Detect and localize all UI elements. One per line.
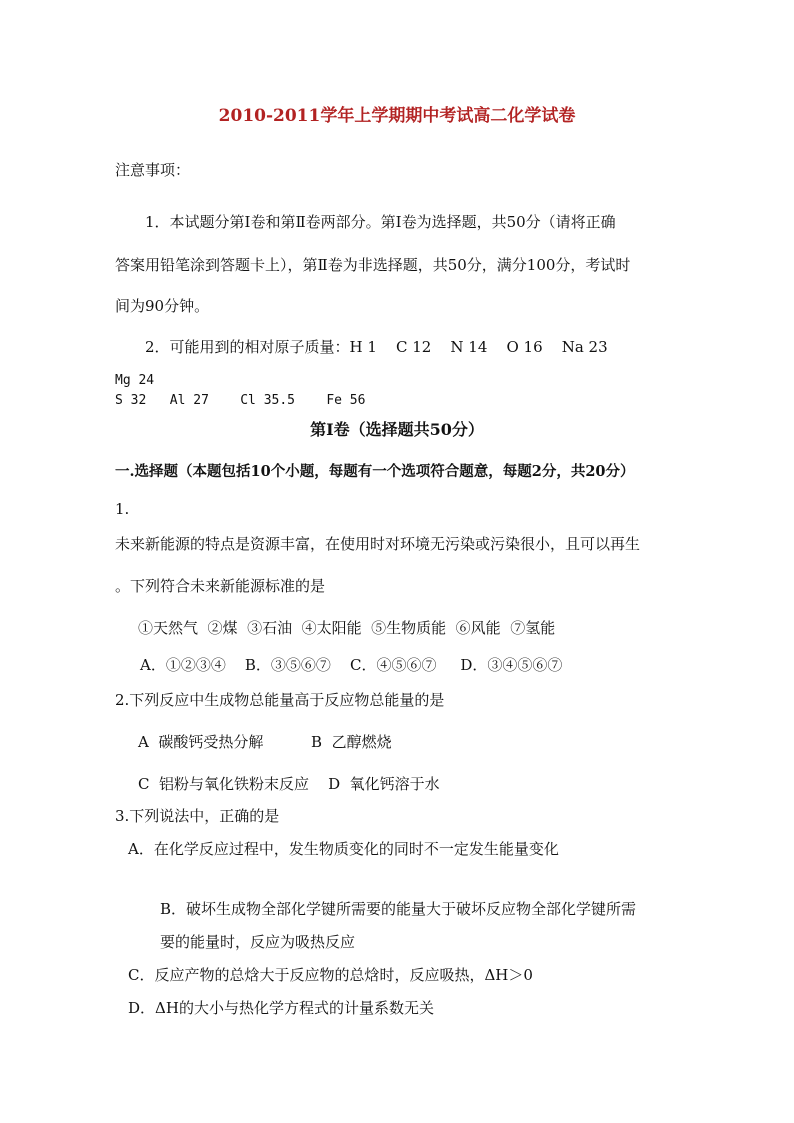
- q2-options-ab: A 碳酸钙受热分解 B 乙醇燃烧: [138, 733, 392, 751]
- q1-stem-line-1: 未来新能源的特点是资源丰富，在使用时对环境无污染或污染很小，且可以再生: [115, 535, 641, 553]
- q1-options: A．①②③④ B．③⑤⑥⑦ C．④⑤⑥⑦ D．③④⑤⑥⑦: [140, 656, 563, 674]
- q1-stem-line-2: 。下列符合未来新能源标准的是: [115, 577, 326, 595]
- note-1-line-2: 答案用铅笔涂到答题卡上），第Ⅱ卷为非选择题，共50分，满分100分，考试时: [115, 256, 631, 274]
- q3-option-a: A．在化学反应过程中，发生物质变化的同时不一定发生能量变化: [128, 840, 559, 858]
- q2-options-cd: C 铝粉与氧化铁粉末反应 D 氧化钙溶于水: [138, 775, 440, 793]
- q3-stem: 3.下列说法中，正确的是: [115, 807, 280, 825]
- part-1-heading: 一.选择题（本题包括10个小题，每题有一个选项符合题意，每题2分，共20分）: [115, 463, 635, 480]
- note-2-line-2: Mg 24: [115, 373, 155, 388]
- q1-items: ①天然气 ②煤 ③石油 ④太阳能 ⑤生物质能 ⑥风能 ⑦氢能: [138, 619, 556, 637]
- q3-option-b-line-1: B．破坏生成物全部化学键所需要的能量大于破坏反应物全部化学键所需: [160, 900, 637, 918]
- note-1-line-3: 间为90分钟。: [115, 297, 210, 315]
- section-1-title: 第Ⅰ卷（选择题共50分）: [310, 420, 484, 439]
- note-1-line-1: 1．本试题分第Ⅰ卷和第Ⅱ卷两部分。第Ⅰ卷为选择题，共50分（请将正确: [145, 213, 616, 231]
- notice-heading: 注意事项：: [115, 161, 191, 179]
- q3-option-b-line-2: 要的能量时，反应为吸热反应: [160, 933, 356, 951]
- q1-number: 1.: [115, 500, 130, 518]
- q2-stem: 2.下列反应中生成物总能量高于反应物总能量的是: [115, 691, 445, 709]
- q3-option-d: D．ΔH的大小与热化学方程式的计量系数无关: [128, 999, 434, 1017]
- note-2-line-1: 2．可能用到的相对原子质量：H 1 C 12 N 14 O 16 Na 23: [145, 338, 608, 356]
- note-2-line-3: S 32 Al 27 Cl 35.5 Fe 56: [115, 393, 366, 408]
- exam-title: 2010-2011学年上学期期中考试高二化学试卷: [218, 106, 576, 126]
- q3-option-c: C．反应产物的总焓大于反应物的总焓时，反应吸热，ΔH＞0: [128, 966, 533, 984]
